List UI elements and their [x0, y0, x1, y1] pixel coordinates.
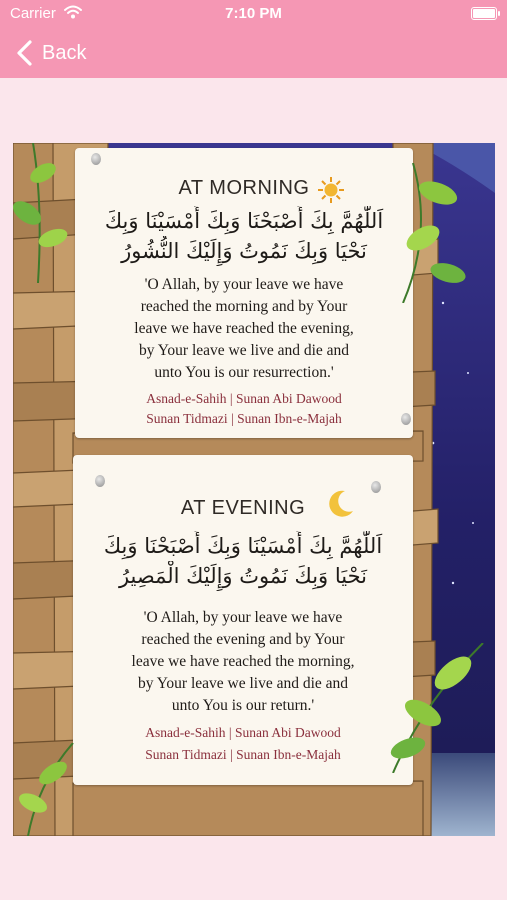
- evening-translation: [81, 607, 405, 717]
- pin-icon: [401, 413, 411, 425]
- morning-arabic-line-1: اَللّٰهُمَّ بِكَ أَصْبَحْنَا وَبِكَ أَمْسَيْنَا وَبِكَ: [104, 209, 384, 233]
- morning-translation: [83, 274, 405, 384]
- evening-translation-line: unto You is our return.': [171, 697, 315, 714]
- leaves-decoration-icon: [13, 743, 83, 836]
- leaves-decoration-icon: [383, 643, 493, 773]
- morning-translation-line: reached the morning and by Your: [140, 298, 348, 315]
- evening-arabic-line-2: نَحْيَا وَبِكَ نَمُوتُ وَإِلَيْكَ الْمَصِيرُ: [118, 564, 368, 588]
- morning-dua-card: [75, 148, 413, 438]
- back-label: Back: [42, 41, 87, 64]
- morning-translation-line: 'O Allah, by your leave we have: [144, 276, 344, 293]
- morning-title: AT MORNING: [178, 177, 310, 199]
- evening-reference-2: Sunan Tidmazi | Sunan Ibn-e-Majah: [145, 747, 341, 762]
- carrier-label: Carrier: [10, 5, 56, 22]
- back-button[interactable]: [14, 38, 86, 68]
- leaves-decoration-icon: [393, 163, 483, 303]
- evening-title: AT EVENING: [180, 497, 306, 519]
- evening-reference-1: Asnad-e-Sahih | Sunan Abi Dawood: [145, 725, 341, 740]
- evening-arabic-line-1: اَللّٰهُمَّ بِكَ أَمْسَيْنَا وَبِكَ أَصْبَحْنَا وَبِكَ: [103, 534, 383, 558]
- morning-reference-2: Sunan Tidmazi | Sunan Ibn-e-Majah: [146, 411, 342, 426]
- leaves-decoration-icon: [13, 143, 83, 283]
- morning-arabic-line-2: نَحْيَا وَبِكَ نَمُوتُ وَإِلَيْكَ النُّشُورُ: [121, 239, 367, 263]
- evening-translation-line: by Your leave we live and die and: [137, 675, 349, 692]
- moon-icon: [323, 487, 357, 521]
- evening-translation-line: reached the evening and by Your: [141, 631, 345, 648]
- morning-translation-line: unto You is our resurrection.': [154, 364, 334, 381]
- evening-translation-line: leave we have reached the morning,: [131, 653, 355, 670]
- navigation-bar: [0, 28, 507, 78]
- status-bar: [0, 0, 507, 28]
- pin-icon: [95, 475, 105, 487]
- sun-icon: [317, 176, 345, 204]
- evening-translation-line: 'O Allah, by your leave we have: [143, 609, 343, 626]
- chevron-left-icon: [14, 39, 36, 67]
- morning-reference-1: Asnad-e-Sahih | Sunan Abi Dawood: [146, 391, 342, 406]
- morning-translation-line: leave we have reached the evening,: [134, 320, 354, 337]
- pin-icon: [91, 153, 101, 165]
- morning-translation-line: by Your leave we live and die and: [138, 342, 350, 359]
- evening-dua-card: [73, 455, 413, 785]
- battery-icon: [471, 7, 497, 20]
- dua-poster-image: [13, 143, 495, 836]
- pin-icon: [371, 481, 381, 493]
- clock-time: 7:10 PM: [225, 5, 282, 22]
